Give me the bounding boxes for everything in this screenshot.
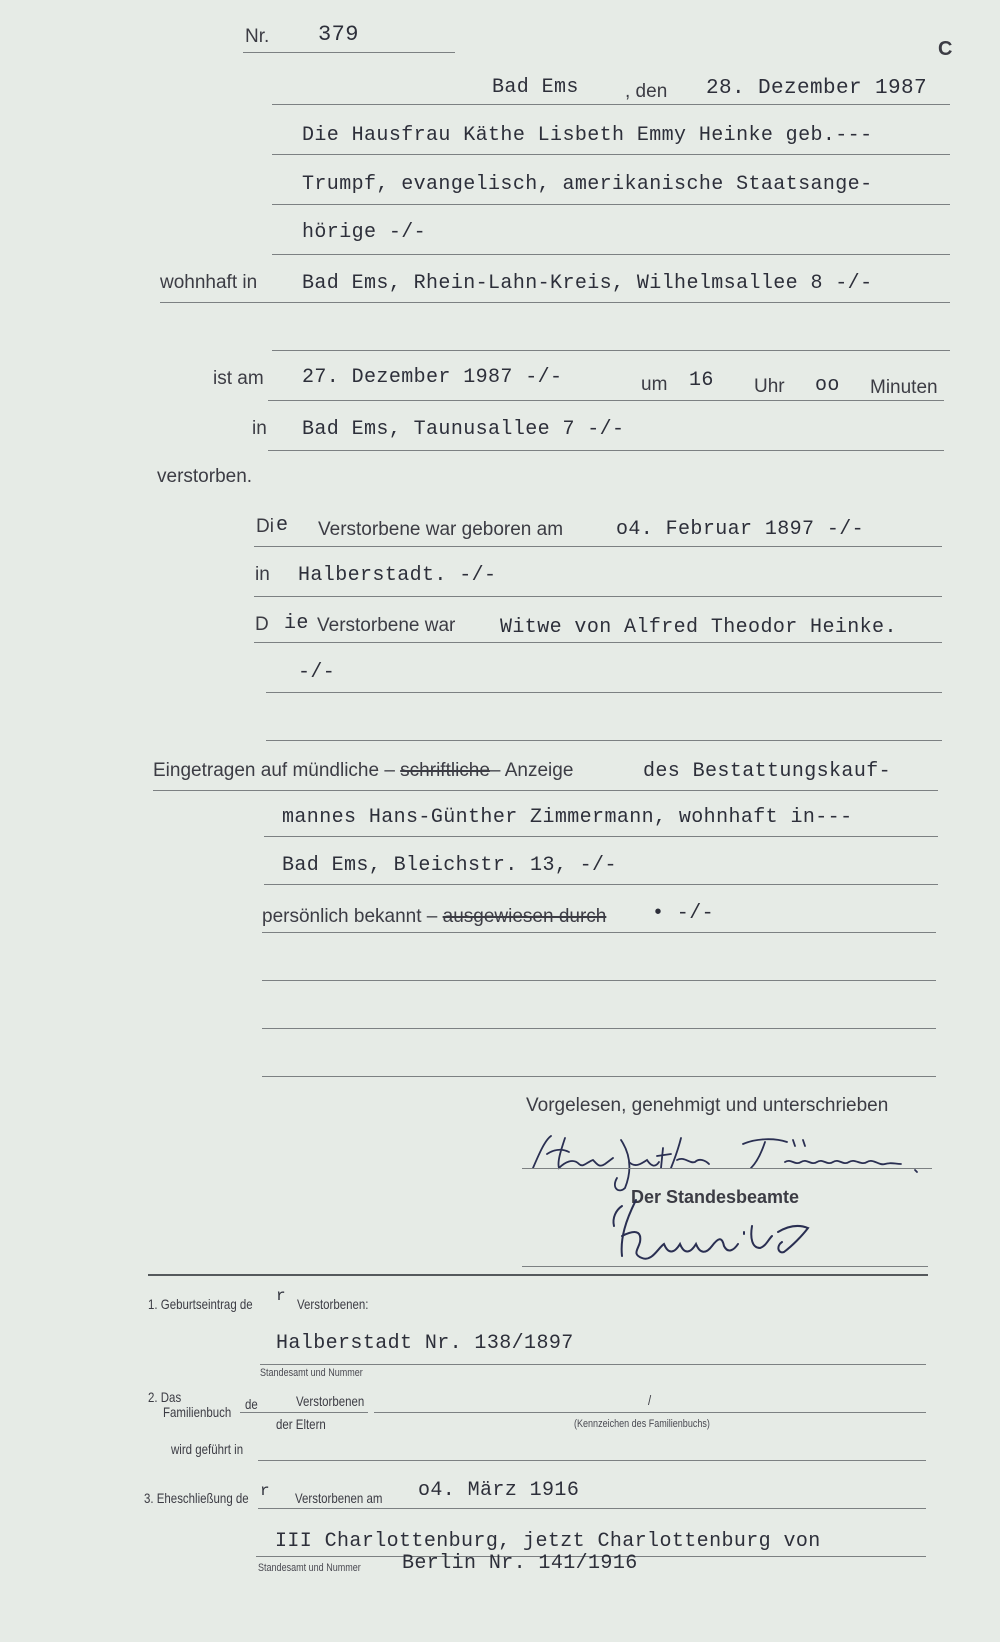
- rule: [272, 254, 950, 255]
- family-book-de: de: [245, 1396, 258, 1412]
- header-underline: [272, 104, 950, 105]
- death-date: 27. Dezember 1987 -/-: [302, 366, 563, 389]
- birth-place: Halberstadt. -/-: [298, 564, 497, 587]
- informant-line-1: des Bestattungskauf-: [643, 760, 892, 783]
- marriage-registry-line-2: Berlin Nr. 141/1916: [402, 1552, 638, 1575]
- death-hour: 16: [689, 369, 714, 392]
- birth-entry-r: r: [276, 1287, 287, 1305]
- residence-label: wohnhaft in: [160, 272, 258, 293]
- family-book-kept-in-label: wird geführt in: [171, 1441, 244, 1457]
- birth-place-label: in: [255, 564, 270, 585]
- nr-label: Nr.: [245, 26, 270, 47]
- death-place-label: in: [252, 418, 267, 439]
- rule: [254, 642, 942, 643]
- family-book-option-deceased: Verstorbenen: [296, 1393, 365, 1409]
- registration-date: 28. Dezember 1987: [706, 77, 928, 100]
- marriage-date: o4. März 1916: [418, 1479, 580, 1502]
- death-date-label: ist am: [213, 368, 264, 389]
- rule: [374, 1412, 926, 1413]
- rule: [272, 204, 950, 205]
- rule: [258, 1460, 926, 1461]
- rule: [268, 400, 944, 401]
- birth-entry-value: Halberstadt Nr. 138/1897: [276, 1332, 574, 1355]
- birth-entry-label-2: Verstorbenen:: [297, 1296, 369, 1312]
- informant-signature-line: [522, 1168, 932, 1169]
- form-letter: C: [938, 38, 953, 60]
- marital-prefix: D: [255, 614, 269, 635]
- rule: [260, 1364, 926, 1365]
- registration-label-struck: schriftliche: [400, 760, 490, 781]
- rule: [262, 1028, 936, 1029]
- person-line-2: Trumpf, evangelisch, amerikanische Staatsange-: [302, 173, 873, 196]
- rule: [264, 836, 938, 837]
- registration-label-end: – Anzeige: [489, 760, 574, 781]
- marital-label: Verstorbene war: [317, 615, 456, 636]
- death-place: Bad Ems, Taunusallee 7 -/-: [302, 418, 625, 441]
- rule: [264, 884, 938, 885]
- rule: [262, 980, 936, 981]
- death-minutes: oo: [815, 374, 840, 397]
- rule: [272, 154, 950, 155]
- rule: [262, 932, 936, 933]
- um-label: um: [641, 374, 668, 395]
- identification-label-start: persönlich bekannt –: [262, 906, 438, 927]
- rule: [254, 546, 942, 547]
- family-book-option-parents: der Eltern: [276, 1416, 326, 1432]
- marriage-registry-line-1: III Charlottenburg, jetzt Charlottenburg von: [275, 1530, 821, 1553]
- uhr-label: Uhr: [754, 376, 785, 397]
- rule: [268, 450, 944, 451]
- registration-label-start: Eingetragen auf mündliche –: [153, 760, 395, 781]
- marriage-label-2: Verstorbenen am: [295, 1490, 383, 1506]
- family-book-slash: /: [648, 1392, 652, 1408]
- marriage-registry-caption: Standesamt und Nummer: [258, 1562, 361, 1574]
- marriage-label: 3. Eheschließung de: [144, 1490, 249, 1506]
- person-line-1: Die Hausfrau Käthe Lisbeth Emmy Heinke geb.---: [302, 124, 873, 147]
- rule: [266, 740, 942, 741]
- place-of-registration: Bad Ems: [492, 76, 579, 99]
- marital-status: Witwe von Alfred Theodor Heinke.: [500, 616, 897, 639]
- identification-value: • -/-: [652, 902, 715, 925]
- verstorben-label: verstorben.: [157, 466, 253, 487]
- family-book-number: 2. Das: [148, 1389, 182, 1405]
- informant-line-2: mannes Hans-Günther Zimmermann, wohnhaft in---: [282, 806, 853, 829]
- residence-value: Bad Ems, Rhein-Lahn-Kreis, Wilhelmsallee 8 -/-: [302, 272, 873, 295]
- den-label: , den: [625, 81, 668, 102]
- informant-line-3: Bad Ems, Bleichstr. 13, -/-: [282, 854, 617, 877]
- rule: [240, 1412, 368, 1413]
- nr-value: 379: [318, 22, 359, 47]
- registrar-label: Der Standesbeamte: [631, 1187, 800, 1207]
- birth-entry-label: 1. Geburtseintrag de: [148, 1296, 253, 1312]
- person-line-3: hörige -/-: [302, 221, 427, 244]
- minuten-label: Minuten: [870, 377, 938, 398]
- rule: [258, 1508, 926, 1509]
- identification-label: [262, 906, 606, 928]
- marital-continuation: -/-: [298, 661, 336, 684]
- rule: [153, 790, 938, 791]
- birth-label: Verstorbene war geboren am: [318, 519, 564, 540]
- rule: [262, 1076, 936, 1077]
- identification-label-struck: ausgewiesen durch: [442, 906, 607, 927]
- birth-entry-caption: Standesamt und Nummer: [260, 1367, 363, 1379]
- rule: [272, 350, 950, 351]
- family-book-label: Familienbuch: [163, 1404, 232, 1420]
- marital-typed-ending: ie: [284, 612, 309, 635]
- registrar-signature-line: [522, 1266, 928, 1267]
- registrar-signature: [612, 1196, 832, 1270]
- birth-typed-ending: e: [276, 514, 289, 537]
- family-book-caption: (Kennzeichen des Familienbuchs): [574, 1418, 710, 1430]
- birth-date: o4. Februar 1897 -/-: [616, 518, 865, 541]
- rule: [160, 302, 950, 303]
- rule: [266, 692, 942, 693]
- nr-underline: [243, 52, 455, 53]
- marriage-r: r: [260, 1482, 271, 1500]
- registration-label: [153, 760, 573, 782]
- read-approved-signed-label: Vorgelesen, genehmigt und unterschrieben: [526, 1095, 889, 1116]
- footer-separator: [148, 1274, 928, 1276]
- birth-prefix: Di: [256, 516, 274, 537]
- rule: [254, 596, 942, 597]
